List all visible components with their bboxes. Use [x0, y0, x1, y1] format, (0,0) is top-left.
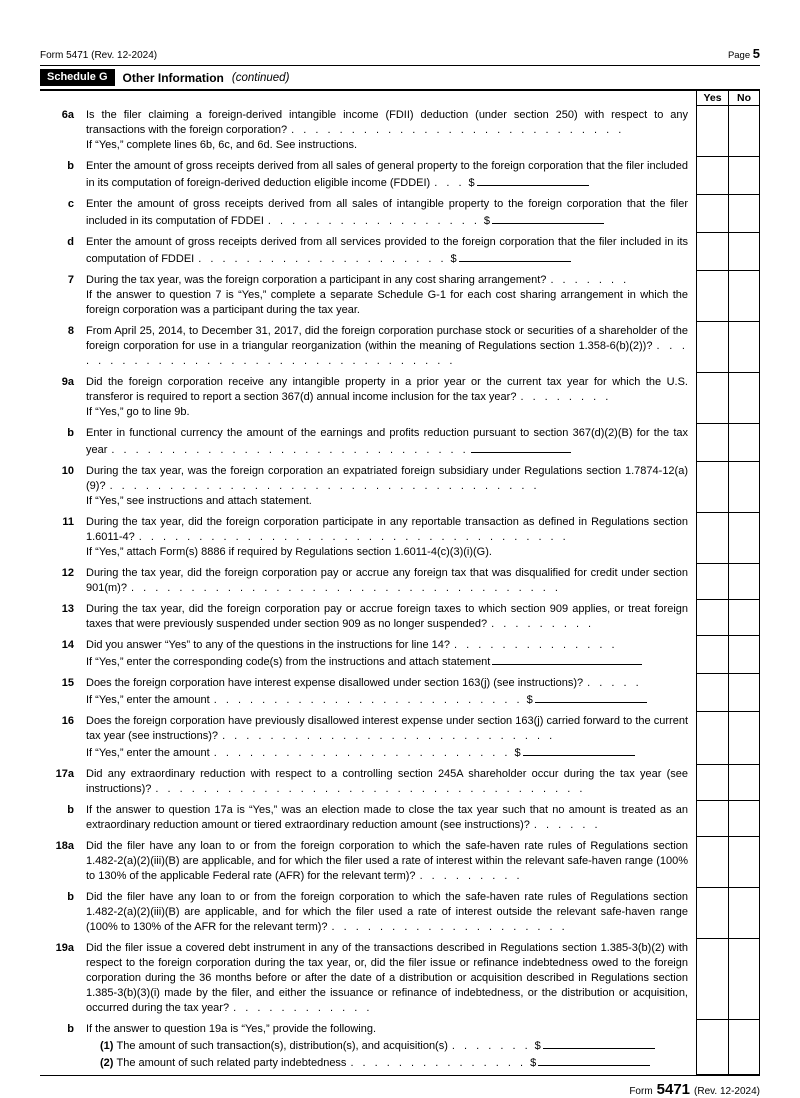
footer-form-number: 5471: [656, 1081, 691, 1098]
dollar-sign: $: [526, 694, 533, 706]
line-number: b: [67, 160, 74, 172]
question-line: [86, 839, 688, 884]
question-cell: [86, 271, 696, 322]
yes-cell[interactable]: [696, 373, 728, 424]
question-row: [40, 373, 760, 424]
yes-cell[interactable]: [696, 636, 728, 674]
question-row: [40, 157, 760, 195]
line-number: 6a: [61, 109, 74, 121]
question-cell: [86, 888, 696, 939]
amount-entry-line[interactable]: [535, 691, 647, 703]
question-cell: [86, 674, 696, 712]
question-text: Does the foreign corporation have interest expense disallowed under section 163(j) (see instructions)?: [86, 677, 584, 689]
question-row: [40, 888, 760, 939]
question-text: If the answer to question 17a is “Yes,” was an election made to close the tax year such that no amount is treated as an extraordinary reduction amount or tiered extraordinary reduction amount (see instructions)?: [86, 804, 688, 831]
note-text: If “Yes,” go to line 9b.: [86, 406, 190, 418]
question-line: [86, 159, 688, 191]
footer-form-revision: (Rev. 12-2024): [694, 1086, 760, 1097]
no-cell[interactable]: [728, 765, 760, 801]
note-line: [86, 545, 688, 560]
dot-leader: . . . . . .: [533, 819, 601, 831]
no-column-header: No: [728, 91, 760, 106]
question-line: [86, 566, 688, 596]
yes-cell[interactable]: [696, 424, 728, 462]
question-text: Did the filer have any loan to or from the foreign corporation to which the safe-haven rate rules of Regulations section 1.482-2(a)(2)(iii)(B) are applicable, and for which the filer used a rate of interest within the relevant safe-haven range (100% to 130% of the applicable Federal rate (AFR) for the relevant term)?: [86, 840, 688, 882]
note-line: [86, 1054, 688, 1071]
yes-cell[interactable]: [696, 462, 728, 513]
question-line: [86, 803, 688, 833]
yes-cell[interactable]: [696, 888, 728, 939]
yes-cell[interactable]: [696, 1020, 728, 1075]
question-line: [86, 638, 688, 653]
question-row: [40, 513, 760, 564]
note-line: [86, 691, 688, 708]
no-cell[interactable]: [728, 888, 760, 939]
no-cell[interactable]: [728, 1020, 760, 1075]
note-line: [86, 288, 688, 318]
no-cell[interactable]: [728, 373, 760, 424]
no-cell[interactable]: [728, 801, 760, 837]
line-number: d: [67, 236, 74, 248]
amount-entry-line[interactable]: [523, 744, 635, 756]
question-row: [40, 1020, 760, 1075]
question-cell: [86, 513, 696, 564]
dot-leader: . . . . . . . . . . . . . . . . . . . . . . . . . . . .: [291, 124, 625, 136]
page-number-value: 5: [752, 46, 760, 61]
form-reference: Form 5471 (Rev. 12-2024): [40, 50, 158, 61]
question-line: [86, 676, 688, 691]
question-line: [86, 464, 688, 494]
question-row: [40, 271, 760, 322]
schedule-title: Other Information: [122, 70, 224, 85]
dot-leader: . . . . . . .: [550, 274, 630, 286]
note-prefix: (2): [100, 1057, 114, 1069]
yes-cell[interactable]: [696, 271, 728, 322]
dollar-sign: $: [468, 177, 475, 189]
note-text: If “Yes,” enter the corresponding code(s) from the instructions and attach statement: [86, 656, 491, 668]
dot-leader: . . . . . . . . .: [491, 618, 595, 630]
dot-leader: . . . . . . . .: [520, 391, 612, 403]
question-line: [86, 426, 688, 458]
line-number: 12: [61, 567, 74, 579]
line-number: 8: [67, 325, 74, 337]
no-cell[interactable]: [728, 939, 760, 1020]
question-line: [86, 515, 688, 545]
dollar-sign: $: [450, 253, 457, 265]
question-text: During the tax year, did the foreign corporation pay or accrue foreign taxes to which section 909 applies, or treat foreign taxes that were previously suspended under section 909 as no longer suspended?: [86, 603, 688, 630]
question-text: During the tax year, was the foreign corporation an expatriated foreign subsidiary under Regulations section 1.7874-12(a)(9)?: [86, 465, 688, 492]
question-text: Did the filer have any loan to or from the foreign corporation to which the safe-haven rate rules of Regulations section 1.482-2(a)(2)(iii)(B) are applicable, and for which the filer used a rate of interest outside the relevant safe-haven range (100% to 130% of the AFR for the relevant term)?: [86, 891, 688, 933]
question-line: [86, 108, 688, 138]
yes-cell[interactable]: [696, 106, 728, 157]
line-number: 18a: [55, 840, 74, 852]
yes-cell[interactable]: [696, 195, 728, 233]
schedule-header-bar: [40, 65, 760, 91]
dot-leader: . . .: [434, 177, 465, 189]
dot-leader: . . . . . . . . . . . . . . . . . . . .: [331, 921, 568, 933]
dot-leader: . . . . . . . . . . . . . . .: [350, 1057, 527, 1069]
note-line: [86, 494, 688, 509]
yes-cell[interactable]: [696, 600, 728, 636]
line-number: 17a: [55, 768, 74, 780]
no-cell[interactable]: [728, 195, 760, 233]
yes-cell[interactable]: [696, 513, 728, 564]
question-rows: [40, 106, 760, 1075]
question-row: [40, 600, 760, 636]
line-number: 15: [61, 677, 74, 689]
question-line: [86, 324, 688, 369]
dollar-sign: $: [530, 1057, 537, 1069]
dot-leader: . . . . . . . . . . . . . . . . . . . . . . . . .: [213, 747, 511, 759]
note-text: The amount of such transaction(s), distribution(s), and acquisition(s): [116, 1040, 448, 1052]
question-row: [40, 939, 760, 1020]
amount-entry-line[interactable]: [538, 1054, 650, 1066]
no-cell[interactable]: [728, 462, 760, 513]
no-cell[interactable]: [728, 106, 760, 157]
line-number: 19a: [55, 942, 74, 954]
yes-cell[interactable]: [696, 801, 728, 837]
note-text: If “Yes,” complete lines 6b, 6c, and 6d. See instructions.: [86, 139, 358, 151]
question-cell: [86, 564, 696, 600]
question-cell: [86, 195, 696, 233]
question-line: [86, 273, 688, 288]
note-line: [86, 1037, 688, 1054]
question-cell: [86, 939, 696, 1020]
question-line: [86, 941, 688, 1016]
footer-form-label: Form: [629, 1086, 653, 1097]
question-text: Did you answer “Yes” to any of the questions in the instructions for line 14?: [86, 639, 451, 651]
line-number: 10: [61, 465, 74, 477]
dot-leader: . . . . . . . . . . . . . . . . . . . . . . . . . . . .: [222, 730, 556, 742]
page-top-header: [40, 46, 760, 65]
question-text: During the tax year, did the foreign corporation participate in any reportable transaction as defined in Regulations section 1.6011-4?: [86, 516, 688, 543]
yes-cell[interactable]: [696, 712, 728, 765]
question-cell: [86, 322, 696, 373]
note-text: If “Yes,” see instructions and attach statement.: [86, 495, 312, 507]
question-row: [40, 712, 760, 765]
dot-leader: . . . . . . . . . . . . . . . . . . . . .: [198, 253, 447, 265]
question-cell: [86, 712, 696, 765]
question-text: Enter the amount of gross receipts derived from all sales of general property to the foreign corporation that the filer included in its computation of foreign-derived deduction eligible income (FDDEI): [86, 160, 688, 189]
note-line: [86, 405, 688, 420]
yes-cell[interactable]: [696, 765, 728, 801]
note-text: If “Yes,” attach Form(s) 8886 if required by Regulations section 1.6011-4(c)(3)(i)(G).: [86, 546, 492, 558]
question-text: Did the filer issue a covered debt instrument in any of the transactions described in Regulations section 1.385-3(b)(2) with respect to the foreign corporation during the tax year, or, did the filer issue or refinance indebtedness owed to the foreign corporation during the 36 months before or after the date of a distribution or acquisition described in Regulations section 1.385-3(b)(3)(i) made by the filer, and either the issuance or refinance of indebtedness, or the distribution or acquisition, occurred during the tax year?: [86, 942, 688, 1014]
dot-leader: . . . . . . . . . . . . . . . . . . . . . . . . . . . . . . . . . . . .: [138, 531, 569, 543]
schedule-badge: Schedule G: [40, 69, 115, 86]
line-number: c: [67, 198, 74, 210]
line-number: b: [67, 891, 74, 903]
no-cell[interactable]: [728, 513, 760, 564]
no-cell[interactable]: [728, 837, 760, 888]
question-row: [40, 837, 760, 888]
dot-leader: . . . . .: [587, 677, 642, 689]
question-text: From April 25, 2014, to December 31, 2017, did the foreign corporation purchase stock or securities of a shareholder of the foreign corporation for use in a triangular reorganization (within the meaning of Regulations section 1.358-6(b)(2))?: [86, 325, 688, 352]
question-text: Enter the amount of gross receipts derived from all sales of intangible property to the foreign corporation that the filer included in its computation of FDDEI: [86, 198, 688, 227]
yes-cell[interactable]: [696, 322, 728, 373]
note-text: If the answer to question 7 is “Yes,” complete a separate Schedule G-1 for each cost sharing arrangement in which the foreign corporation was a participant during the tax year.: [86, 289, 688, 316]
note-prefix: (1): [100, 1040, 114, 1052]
question-cell: [86, 801, 696, 837]
yes-cell[interactable]: [696, 837, 728, 888]
line-number: 14: [61, 639, 74, 651]
dollar-sign: $: [534, 1040, 541, 1052]
question-line: [86, 197, 688, 229]
line-number: 16: [61, 715, 74, 727]
question-row: [40, 322, 760, 373]
page-footer: [40, 1076, 760, 1098]
no-cell[interactable]: [728, 712, 760, 765]
amount-entry-line[interactable]: [492, 653, 642, 665]
no-cell[interactable]: [728, 600, 760, 636]
question-cell: [86, 424, 696, 462]
question-row: [40, 233, 760, 271]
line-number: 13: [61, 603, 74, 615]
yes-cell[interactable]: [696, 157, 728, 195]
no-cell[interactable]: [728, 322, 760, 373]
question-cell: [86, 600, 696, 636]
question-row: [40, 801, 760, 837]
note-line: [86, 653, 688, 670]
no-cell[interactable]: [728, 233, 760, 271]
yes-column-header: Yes: [696, 91, 728, 106]
no-cell[interactable]: [728, 674, 760, 712]
no-cell[interactable]: [728, 564, 760, 600]
question-cell: [86, 157, 696, 195]
yes-cell[interactable]: [696, 233, 728, 271]
amount-entry-line[interactable]: [477, 174, 589, 186]
amount-entry-line[interactable]: [492, 212, 604, 224]
question-row: [40, 674, 760, 712]
yes-cell[interactable]: [696, 564, 728, 600]
yesno-header-row: [40, 91, 760, 106]
dot-leader: . . . . . . . . . . . . . . . . . . . . . . . . . . . . . . . . . .: [86, 340, 688, 367]
dot-leader: . . . . . . .: [451, 1040, 531, 1052]
question-cell: [86, 1020, 696, 1075]
question-text: Does the foreign corporation have previously disallowed interest expense under section 163(j) carried forward to the current tax year (see instructions)?: [86, 715, 688, 742]
question-text: Did the foreign corporation receive any intangible property in a prior year or the current tax year for which the U.S. transferor is required to report a section 367(d) annual income inclusion for the tax year?: [86, 376, 688, 403]
dot-leader: . . . . . . . . . . . .: [233, 1002, 373, 1014]
question-row: [40, 424, 760, 462]
question-cell: [86, 106, 696, 157]
dot-leader: . . . . . . . . . . . . . . . . . . . . . . . . . . . . . . . . . . . .: [155, 783, 586, 795]
question-row: [40, 765, 760, 801]
question-cell: [86, 765, 696, 801]
yesno-header-spacer: [40, 91, 696, 106]
question-text: If the answer to question 19a is “Yes,” provide the following.: [86, 1023, 377, 1035]
question-line: [86, 890, 688, 935]
dollar-sign: $: [514, 747, 521, 759]
question-row: [40, 636, 760, 674]
yes-cell[interactable]: [696, 939, 728, 1020]
amount-entry-line[interactable]: [543, 1037, 655, 1049]
question-line: [86, 767, 688, 797]
note-text: If “Yes,” enter the amount: [86, 747, 210, 759]
dollar-sign: $: [483, 215, 491, 227]
dot-leader: . . . . . . . . .: [419, 870, 523, 882]
question-row: [40, 564, 760, 600]
question-row: [40, 195, 760, 233]
dot-leader: . . . . . . . . . . . . . . . . . . . . . . . . . . . . . . . . . . . .: [130, 582, 561, 594]
yes-cell[interactable]: [696, 674, 728, 712]
no-cell[interactable]: [728, 271, 760, 322]
line-number: b: [67, 804, 74, 816]
question-text: Enter the amount of gross receipts derived from all services provided to the foreign corporation that the filer included in its computation of FDDEI: [86, 236, 688, 265]
dot-leader: . . . . . . . . . . . . . . . . . . . . . . . . . . . . . . . . . . . .: [109, 480, 540, 492]
question-line: [86, 714, 688, 744]
dot-leader: . . . . . . . . . . . . . . . . . . . . . . . . . . . . . .: [111, 444, 469, 456]
question-text: Enter in functional currency the amount of the earnings and profits reduction pursuant to section 367(d)(2)(B) for the tax year: [86, 427, 688, 456]
dot-leader: . . . . . . . . . . . . . . . . . . . . . . . . . .: [213, 694, 523, 706]
question-text: During the tax year, did the foreign corporation pay or accrue any foreign tax that was disqualified for credit under section 901(m)?: [86, 567, 688, 594]
line-number: 9a: [61, 376, 74, 388]
question-cell: [86, 837, 696, 888]
note-text: The amount of such related party indebtedness: [116, 1057, 347, 1069]
question-cell: [86, 462, 696, 513]
question-text: During the tax year, was the foreign corporation a participant in any cost sharing arrangement?: [86, 274, 547, 286]
question-row: [40, 462, 760, 513]
line-number: b: [67, 427, 74, 439]
question-line: [86, 375, 688, 405]
note-text: If “Yes,” enter the amount: [86, 694, 210, 706]
question-cell: [86, 373, 696, 424]
line-number: 11: [62, 516, 74, 528]
no-cell[interactable]: [728, 636, 760, 674]
dot-leader: . . . . . . . . . . . . . .: [454, 639, 618, 651]
note-line: [86, 138, 688, 153]
line-number: b: [67, 1023, 74, 1035]
line-number: 7: [67, 274, 74, 286]
schedule-continued-label: (continued): [231, 71, 290, 84]
question-text: Is the filer claiming a foreign-derived intangible income (FDII) deduction (under section 250) with respect to any transactions with the foreign corporation?: [86, 109, 688, 136]
question-line: [86, 235, 688, 267]
amount-entry-line[interactable]: [471, 441, 571, 453]
page-label: Page: [727, 50, 751, 61]
dot-leader: . . . . . . . . . . . . . . . . . .: [267, 215, 480, 227]
page-number: [728, 46, 760, 61]
amount-entry-line[interactable]: [459, 250, 571, 262]
question-cell: [86, 233, 696, 271]
questions-table: [40, 91, 760, 1076]
question-text: Did any extraordinary reduction with respect to a controlling section 245A shareholder occur during the tax year (see instructions)?: [86, 768, 688, 795]
no-cell[interactable]: [728, 424, 760, 462]
no-cell[interactable]: [728, 157, 760, 195]
note-line: [86, 744, 688, 761]
question-cell: [86, 636, 696, 674]
question-line: [86, 602, 688, 632]
question-row: [40, 106, 760, 157]
